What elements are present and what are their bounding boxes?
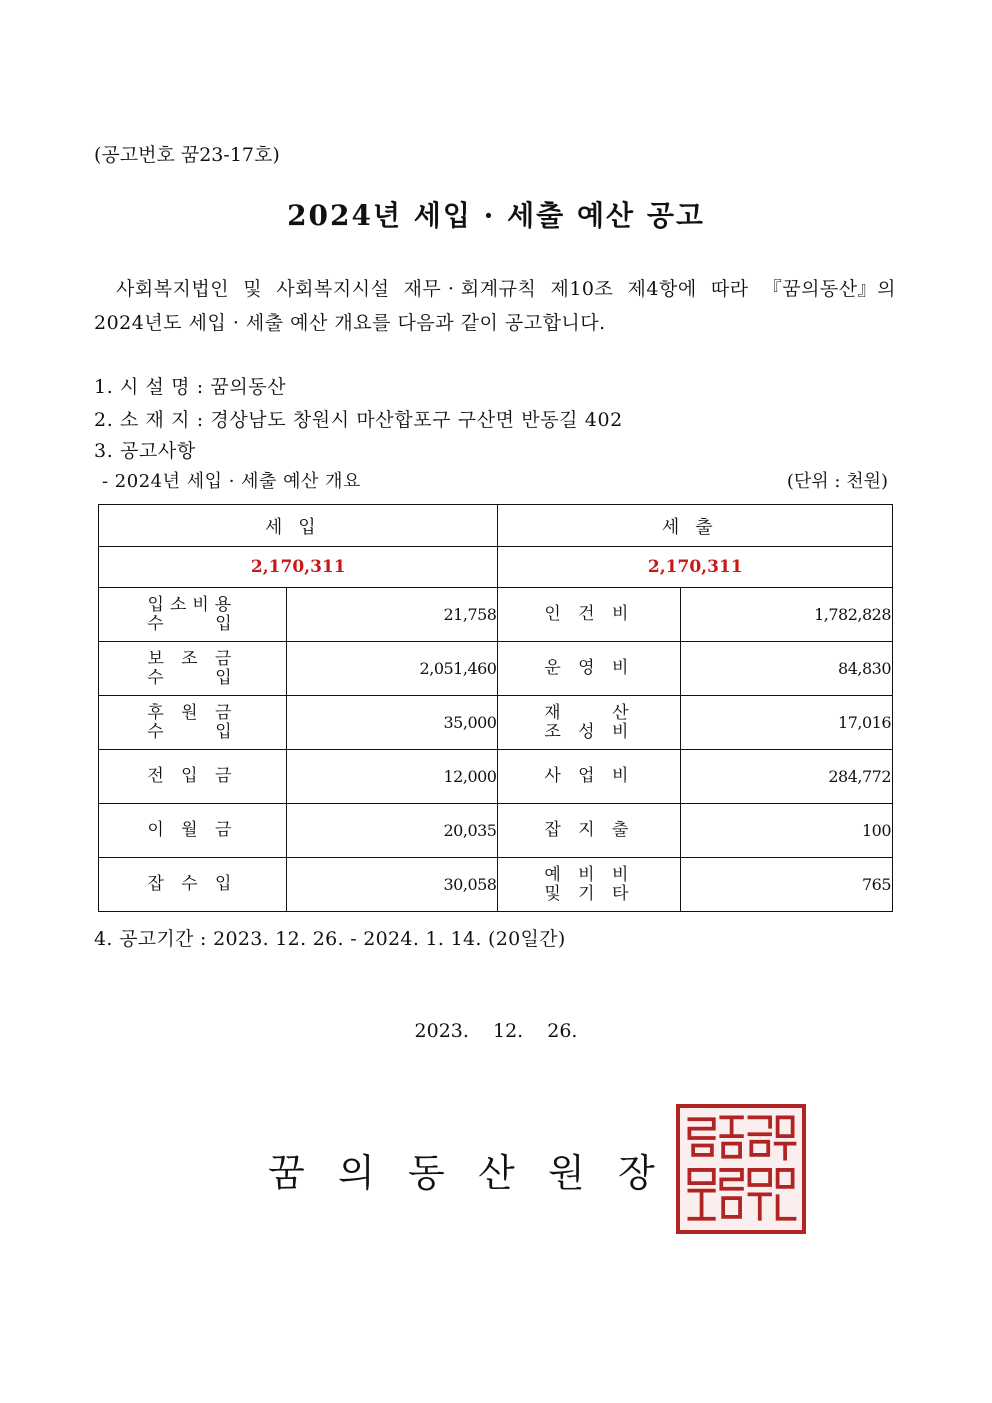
intro-paragraph — [94, 272, 896, 340]
table-row — [99, 858, 893, 912]
expense-label-line: 운 영 비 — [544, 658, 635, 678]
expense-amount-text: 17,016 — [838, 713, 891, 732]
notice-items-heading: 3. 공고사항 — [94, 440, 196, 462]
expense-item-amount — [681, 696, 893, 750]
revenue-item-amount — [286, 642, 498, 696]
revenue-label-line: 후 원 금 — [147, 702, 238, 723]
organization-char: 원 — [548, 1151, 585, 1195]
revenue-item-amount — [286, 696, 498, 750]
expense-header: 세출 — [498, 505, 893, 547]
revenue-item-amount — [286, 804, 498, 858]
overview-title: - 2024년 세입 · 세출 예산 개요 — [102, 471, 361, 492]
organization-char: 산 — [478, 1151, 515, 1195]
organization-char: 장 — [618, 1151, 655, 1195]
revenue-amount-text: 20,035 — [443, 821, 497, 840]
expense-label-line: 조 성 비 — [544, 721, 635, 742]
organization-signature — [268, 1142, 688, 1197]
expense-amount-text: 100 — [861, 821, 891, 840]
notice-number: (공고번호 꿈23-17호) — [94, 144, 280, 166]
revenue-item-amount — [286, 750, 498, 804]
organization-char: 의 — [338, 1151, 375, 1195]
organization-char: 꿈 — [268, 1151, 305, 1195]
expense-item-amount — [681, 588, 893, 642]
table-row — [99, 804, 893, 858]
table-row — [99, 642, 893, 696]
intro-word: 및 — [243, 278, 263, 300]
revenue-label-line: 잡 수 입 — [147, 874, 238, 894]
intro-word: 제10조 — [550, 278, 614, 300]
revenue-label-line: 보 조 금 — [147, 648, 238, 669]
notice-period: 4. 공고기간 : 2023. 12. 26. - 2024. 1. 14. (20일간) — [94, 928, 566, 950]
notice-date: 2023. 12. 26. — [414, 1020, 578, 1042]
expense-amount-text: 1,782,828 — [814, 605, 891, 624]
expense-item-label — [498, 588, 681, 642]
revenue-amount-text: 30,058 — [443, 875, 497, 894]
intro-word: 사회복지시설 — [276, 278, 390, 300]
expense-label-line: 잡 지 출 — [544, 820, 635, 840]
expense-amount-text: 765 — [861, 875, 891, 894]
expense-item-label — [498, 642, 681, 696]
expense-item-label — [498, 750, 681, 804]
intro-word: 제4항에 — [627, 278, 697, 300]
table-row — [99, 588, 893, 642]
expense-total: 2,170,311 — [498, 547, 893, 588]
revenue-label-line: 전 입 금 — [147, 766, 238, 786]
revenue-label-line: 수 입 — [147, 667, 238, 688]
expense-label-line: 재 산 — [544, 702, 635, 723]
expense-item-amount — [681, 642, 893, 696]
expense-label-line: 및 기 타 — [544, 883, 635, 904]
revenue-amount-text: 12,000 — [443, 767, 497, 786]
expense-item-label — [498, 696, 681, 750]
table-row — [99, 750, 893, 804]
revenue-label-line: 수 입 — [147, 613, 238, 634]
revenue-item-label — [99, 696, 287, 750]
organization-char: 동 — [408, 1151, 445, 1195]
table-row — [99, 696, 893, 750]
expense-label-line: 예 비 비 — [544, 864, 635, 885]
revenue-label-line: 이 월 금 — [147, 820, 238, 840]
revenue-item-label — [99, 588, 287, 642]
expense-item-amount — [681, 858, 893, 912]
unit-label: (단위 : 천원) — [786, 471, 888, 492]
revenue-label-line: 수 입 — [147, 721, 238, 742]
intro-line-1 — [94, 272, 896, 306]
revenue-total: 2,170,311 — [99, 547, 498, 588]
expense-item-amount — [681, 804, 893, 858]
revenue-item-label — [99, 750, 287, 804]
expense-amount-text: 284,772 — [828, 767, 891, 786]
intro-word: 『꿈의동산』의 — [762, 278, 896, 300]
revenue-item-label — [99, 858, 287, 912]
revenue-amount-text: 35,000 — [443, 713, 497, 732]
budget-table — [98, 504, 893, 912]
location-item: 2. 소 재 지 : 경상남도 창원시 마산합포구 구산면 반동길 402 — [94, 409, 623, 431]
expense-item-amount — [681, 750, 893, 804]
expense-label-line: 인 건 비 — [544, 604, 635, 624]
facility-name-item: 1. 시 설 명 : 꿈의동산 — [94, 376, 287, 398]
revenue-amount-text: 21,758 — [443, 605, 497, 624]
revenue-item-label — [99, 642, 287, 696]
intro-word: 사회복지법인 — [116, 278, 230, 300]
page-title: 2024년 세입 · 세출 예산 공고 — [287, 199, 705, 232]
revenue-item-amount — [286, 858, 498, 912]
revenue-label-line: 입소비용 — [147, 594, 238, 615]
official-seal — [676, 1104, 806, 1234]
revenue-header: 세입 — [99, 505, 498, 547]
revenue-item-label — [99, 804, 287, 858]
revenue-amount-text: 2,051,460 — [419, 659, 497, 678]
intro-line-2: 2024년도 세입 · 세출 예산 개요를 다음과 같이 공고합니다. — [94, 312, 606, 334]
expense-amount-text: 84,830 — [838, 659, 891, 678]
expense-item-label — [498, 858, 681, 912]
revenue-item-amount — [286, 588, 498, 642]
seal-glyph-pattern — [680, 1108, 802, 1230]
expense-label-line: 사 업 비 — [544, 766, 635, 786]
intro-word: 따라 — [710, 278, 749, 300]
expense-item-label — [498, 804, 681, 858]
intro-word: 재무 · 회계규칙 — [403, 278, 537, 300]
